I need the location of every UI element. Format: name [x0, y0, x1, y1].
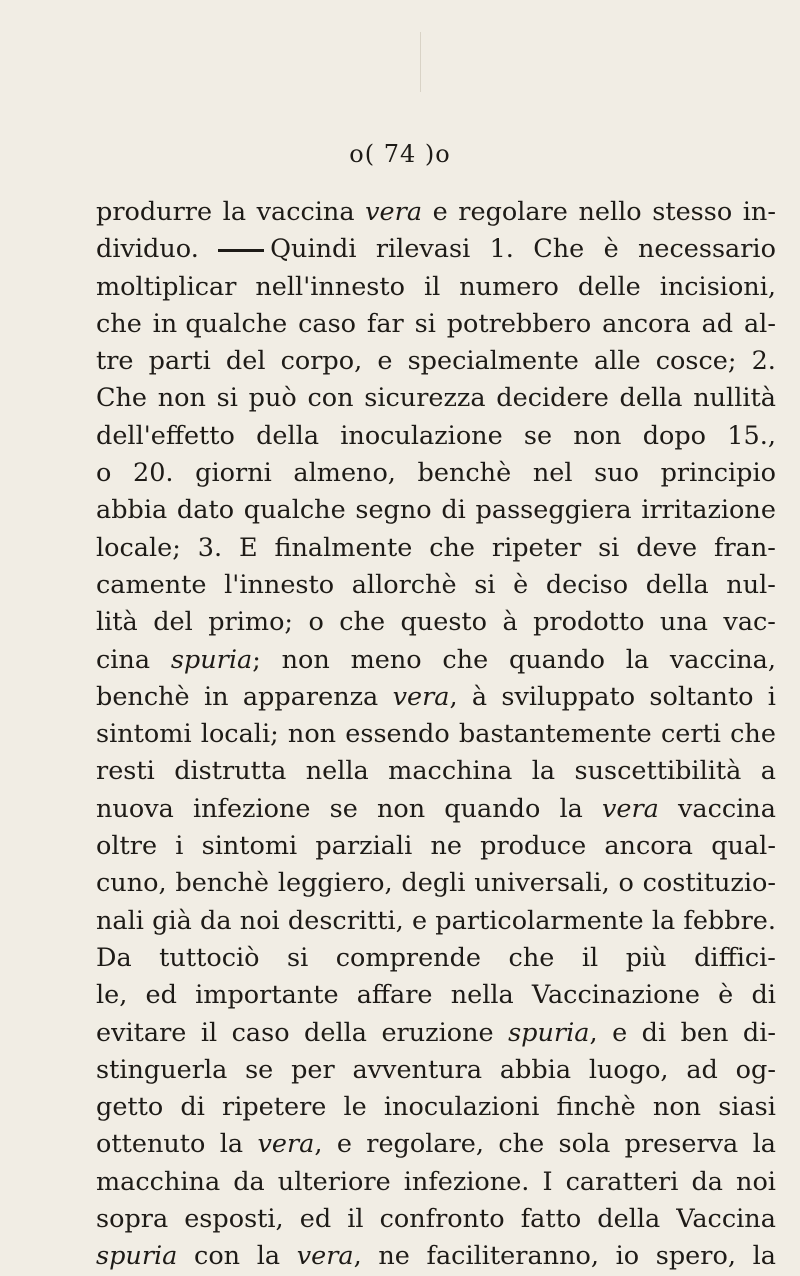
word: necessario — [637, 234, 776, 265]
word: costituzio- — [642, 868, 776, 899]
word: sintomi — [201, 831, 298, 862]
word: la — [625, 644, 650, 675]
word: oltre — [96, 831, 158, 862]
word: da — [233, 1166, 265, 1197]
word: ripeter — [491, 532, 582, 563]
word: del — [225, 346, 266, 377]
word: vera, — [392, 681, 458, 712]
word: con — [307, 383, 354, 414]
word: in — [203, 681, 229, 712]
word: non — [652, 1092, 702, 1123]
word: 1. — [489, 234, 514, 265]
word: Vaccina — [676, 1204, 776, 1235]
word: la — [651, 905, 676, 936]
word: soltanto — [649, 681, 754, 712]
word: 2. — [751, 346, 776, 377]
word: corpo, — [280, 346, 363, 377]
word: nul- — [726, 569, 776, 600]
word: fatto — [520, 1204, 582, 1235]
word: caso — [231, 1017, 290, 1048]
word: nella — [450, 980, 514, 1011]
word: la — [752, 1129, 776, 1160]
word: cina — [96, 644, 151, 675]
word: sicurezza — [364, 383, 486, 414]
word: E — [238, 532, 258, 563]
word: della — [304, 1017, 367, 1048]
word: eruzione — [381, 1017, 494, 1048]
word: degli — [401, 868, 466, 899]
word: nello — [578, 197, 642, 227]
word: si — [598, 532, 620, 563]
word: si — [414, 308, 436, 339]
body-text — [96, 194, 776, 1276]
word: vaccina — [677, 793, 776, 824]
word: camente — [96, 569, 207, 600]
word: nella — [305, 756, 369, 787]
word: da — [691, 1166, 723, 1197]
word: allorchè — [351, 569, 457, 600]
word: fran- — [714, 532, 776, 563]
text-line — [96, 530, 776, 567]
word: spero, — [655, 1241, 736, 1272]
word: affare — [356, 980, 433, 1011]
word: da — [200, 905, 232, 936]
word: ottenuto — [96, 1129, 206, 1160]
word: spuria, — [508, 1017, 598, 1048]
word: locale; — [96, 532, 181, 563]
word: abbia — [96, 495, 168, 526]
word: evitare — [96, 1017, 187, 1048]
word: che — [96, 308, 142, 339]
word: sintomi — [96, 719, 192, 750]
word: diffici- — [694, 942, 776, 973]
word: dell'effetto — [96, 420, 235, 451]
word: avventura — [352, 1054, 483, 1085]
word: noi — [239, 905, 280, 936]
word: ben — [680, 1017, 729, 1048]
word: non — [573, 420, 622, 451]
word: og- — [735, 1054, 776, 1085]
word: prodotto — [533, 607, 645, 638]
word: sopra — [96, 1204, 169, 1235]
word: è — [718, 980, 734, 1011]
word: 15., — [727, 420, 776, 451]
word: di — [751, 980, 776, 1011]
word: luogo, — [588, 1054, 669, 1085]
word: numero — [459, 271, 559, 302]
word: vaccina — [256, 197, 355, 227]
word: il — [347, 1204, 364, 1235]
word: distrutta — [174, 756, 287, 787]
word: del — [153, 607, 193, 638]
word: qual- — [711, 831, 776, 862]
text-line — [96, 828, 776, 865]
word: febbre. — [683, 905, 776, 936]
word: produrre — [96, 197, 213, 227]
word: ad — [701, 308, 734, 339]
word: delle — [577, 271, 641, 302]
word: la — [531, 756, 556, 787]
word: I — [542, 1166, 553, 1197]
word: si — [216, 383, 238, 414]
word: Che — [96, 383, 148, 414]
word: suo — [594, 458, 639, 489]
word: in- — [742, 197, 776, 227]
text-line — [96, 940, 776, 977]
word: e — [612, 1017, 628, 1048]
text-line — [96, 380, 776, 417]
em-dash-rule — [218, 249, 264, 252]
word: moltiplicar — [96, 271, 237, 302]
text-line — [96, 642, 776, 679]
word: particolarmente — [435, 905, 644, 936]
word: passeggiera — [475, 495, 632, 526]
word: ancora — [602, 308, 691, 339]
word: decidere — [496, 383, 609, 414]
word: si — [287, 942, 309, 973]
word: vera, — [296, 1241, 362, 1272]
word: abbia — [499, 1054, 572, 1085]
word: la — [752, 1241, 776, 1272]
word: bastantemente — [458, 719, 652, 750]
word: finalmente — [274, 532, 413, 563]
word: dividuo. — [96, 234, 199, 265]
word: nuova — [96, 793, 174, 824]
word: nell'innesto — [255, 271, 405, 302]
word: io — [615, 1241, 640, 1272]
word: getto — [96, 1092, 164, 1123]
word: che — [339, 607, 386, 638]
word: descritti, — [287, 905, 404, 936]
word: macchina — [388, 756, 513, 787]
text-line — [96, 716, 776, 753]
word: suscettibilità — [574, 756, 742, 787]
word: essendo — [345, 719, 450, 750]
word: e — [377, 346, 393, 377]
word: ed — [145, 980, 177, 1011]
word: di- — [742, 1017, 776, 1048]
word: locali; — [200, 719, 279, 750]
word: resti — [96, 756, 155, 787]
word: che — [508, 942, 555, 973]
word: sola — [558, 1129, 611, 1160]
word: caso — [298, 308, 357, 339]
text-line — [96, 865, 776, 902]
word: il — [423, 271, 441, 302]
text-line — [96, 1164, 776, 1201]
word: apparenza — [242, 681, 379, 712]
word: tuttociò — [159, 942, 260, 973]
word: Da — [96, 942, 132, 973]
word: specialmente — [407, 346, 579, 377]
word: Vaccinazione — [531, 980, 700, 1011]
text-line — [96, 1089, 776, 1126]
word: qualche — [243, 495, 346, 526]
word: ancora — [604, 831, 694, 862]
text-line — [96, 455, 776, 492]
word: della — [645, 569, 709, 600]
word: à — [502, 607, 518, 638]
word: universali, — [474, 868, 610, 899]
word: ed — [299, 1204, 332, 1235]
word: questo — [400, 607, 488, 638]
word: tre — [96, 346, 134, 377]
word: della — [256, 420, 320, 451]
word: 3. — [197, 532, 223, 563]
word: può — [248, 383, 297, 414]
word: il — [200, 1017, 218, 1048]
text-line — [96, 1015, 776, 1052]
word: vera — [601, 793, 659, 824]
word: benchè — [175, 868, 270, 899]
text-line — [96, 679, 776, 716]
word: o — [618, 868, 634, 899]
word: i — [175, 831, 184, 862]
word: il — [581, 942, 599, 973]
word: quando — [508, 644, 605, 675]
word: se — [523, 420, 553, 451]
word: parti — [148, 346, 211, 377]
word: à — [471, 681, 488, 712]
word: e — [432, 197, 448, 227]
word: giorni — [195, 458, 272, 489]
word: finchè — [556, 1092, 636, 1123]
text-line — [96, 343, 776, 380]
text-line — [96, 269, 776, 306]
word: incisioni, — [659, 271, 776, 302]
word: di — [441, 495, 466, 526]
word: non — [376, 793, 426, 824]
text-line — [96, 791, 776, 828]
word: ne — [430, 831, 462, 862]
word: in qualche — [152, 308, 288, 339]
word: se — [245, 1054, 274, 1085]
text-line — [96, 492, 776, 529]
word: esposti, — [184, 1204, 284, 1235]
word: segno — [355, 495, 432, 526]
text-line — [96, 1201, 776, 1238]
word: benchè — [417, 458, 512, 489]
word: l'innesto — [224, 569, 335, 600]
word: stinguerla — [96, 1054, 228, 1085]
word: benchè — [96, 681, 190, 712]
word: confronto — [379, 1204, 505, 1235]
word: a — [760, 756, 776, 787]
word: inoculazione — [340, 420, 503, 451]
word: quando — [444, 793, 541, 824]
paper-fold-mark — [420, 32, 421, 92]
word: se — [329, 793, 358, 824]
word: è — [603, 234, 619, 265]
word: parziali — [315, 831, 413, 862]
word: inoculazioni — [383, 1092, 540, 1123]
word: potrebbero — [446, 308, 592, 339]
word: si — [474, 569, 496, 600]
word: che — [442, 644, 489, 675]
word: le, — [96, 980, 128, 1011]
word: una — [659, 607, 708, 638]
word: 20. — [132, 458, 174, 489]
word: vac- — [723, 607, 776, 638]
word: la — [256, 1241, 281, 1272]
word: con — [194, 1241, 241, 1272]
word: che — [730, 719, 776, 750]
word: infezione. — [403, 1166, 530, 1197]
word: Quindi — [218, 231, 356, 268]
page-number-header: o( 74 )o — [349, 140, 451, 168]
text-line — [96, 306, 776, 343]
word: rilevasi — [375, 234, 471, 265]
word: al- — [743, 308, 776, 339]
text-line — [96, 977, 776, 1014]
word: della — [597, 1204, 661, 1235]
word: e — [336, 1129, 352, 1160]
word: noi — [736, 1166, 776, 1197]
word: siasi — [718, 1092, 776, 1123]
word: la — [559, 793, 583, 824]
word: sviluppato — [501, 681, 636, 712]
word: meno — [350, 644, 422, 675]
word: ulteriore — [277, 1166, 391, 1197]
text-line — [96, 418, 776, 455]
word: vaccina, — [669, 644, 776, 675]
word: di — [180, 1092, 205, 1123]
text-line — [96, 194, 776, 231]
text-line — [96, 903, 776, 940]
word: della — [619, 383, 683, 414]
word: le — [343, 1092, 367, 1123]
word: infezione — [192, 793, 311, 824]
word: deve — [636, 532, 698, 563]
text-line — [96, 753, 776, 790]
word: regolare, — [366, 1129, 484, 1160]
word: almeno, — [293, 458, 396, 489]
word: irritazione — [641, 495, 776, 526]
word: regolare — [458, 197, 568, 227]
word: nali — [96, 905, 144, 936]
word: non — [281, 644, 330, 675]
word: lità — [96, 607, 138, 638]
word: leggiero, — [277, 868, 393, 899]
word: certi — [660, 719, 721, 750]
word: Che — [533, 234, 585, 265]
word: nel — [532, 458, 573, 489]
word: non — [287, 719, 337, 750]
text-line — [96, 567, 776, 604]
word: è — [513, 569, 529, 600]
text-line — [96, 1052, 776, 1089]
word: stesso — [652, 197, 733, 227]
word: la — [219, 1129, 244, 1160]
word: cosce; — [655, 346, 737, 377]
word: vera, — [257, 1129, 323, 1160]
word: produce — [480, 831, 587, 862]
word: caratteri — [565, 1166, 679, 1197]
word: comprende — [335, 942, 482, 973]
word: i — [767, 681, 776, 712]
word: primo; — [208, 607, 294, 638]
word: faciliteranno, — [426, 1241, 599, 1272]
word: preserva — [624, 1129, 739, 1160]
word: spuria — [96, 1241, 178, 1272]
word: e — [412, 905, 428, 936]
word: importante — [195, 980, 339, 1011]
word: che — [429, 532, 475, 563]
word: di — [641, 1017, 667, 1048]
word: dato — [176, 495, 235, 526]
text-line — [96, 1238, 776, 1275]
word: spuria; — [170, 644, 261, 675]
word: più — [625, 942, 667, 973]
word: far — [366, 308, 404, 339]
word: dopo — [642, 420, 707, 451]
text-line — [96, 1126, 776, 1163]
word: per — [291, 1054, 335, 1085]
word: vera — [365, 197, 423, 227]
word: ne — [378, 1241, 410, 1272]
word: o — [96, 458, 112, 489]
word: o — [308, 607, 324, 638]
word: cuno, — [96, 868, 167, 899]
word: nullità — [693, 383, 776, 414]
word: ad — [686, 1054, 718, 1085]
word: principio — [660, 458, 776, 489]
word: non — [157, 383, 206, 414]
word: macchina — [96, 1166, 221, 1197]
word: già — [152, 905, 192, 936]
text-line — [96, 231, 776, 268]
word: deciso — [545, 569, 629, 600]
word: ripetere — [222, 1092, 327, 1123]
word: che — [498, 1129, 545, 1160]
text-line — [96, 604, 776, 641]
word: la — [222, 197, 247, 227]
word: alle — [594, 346, 641, 377]
